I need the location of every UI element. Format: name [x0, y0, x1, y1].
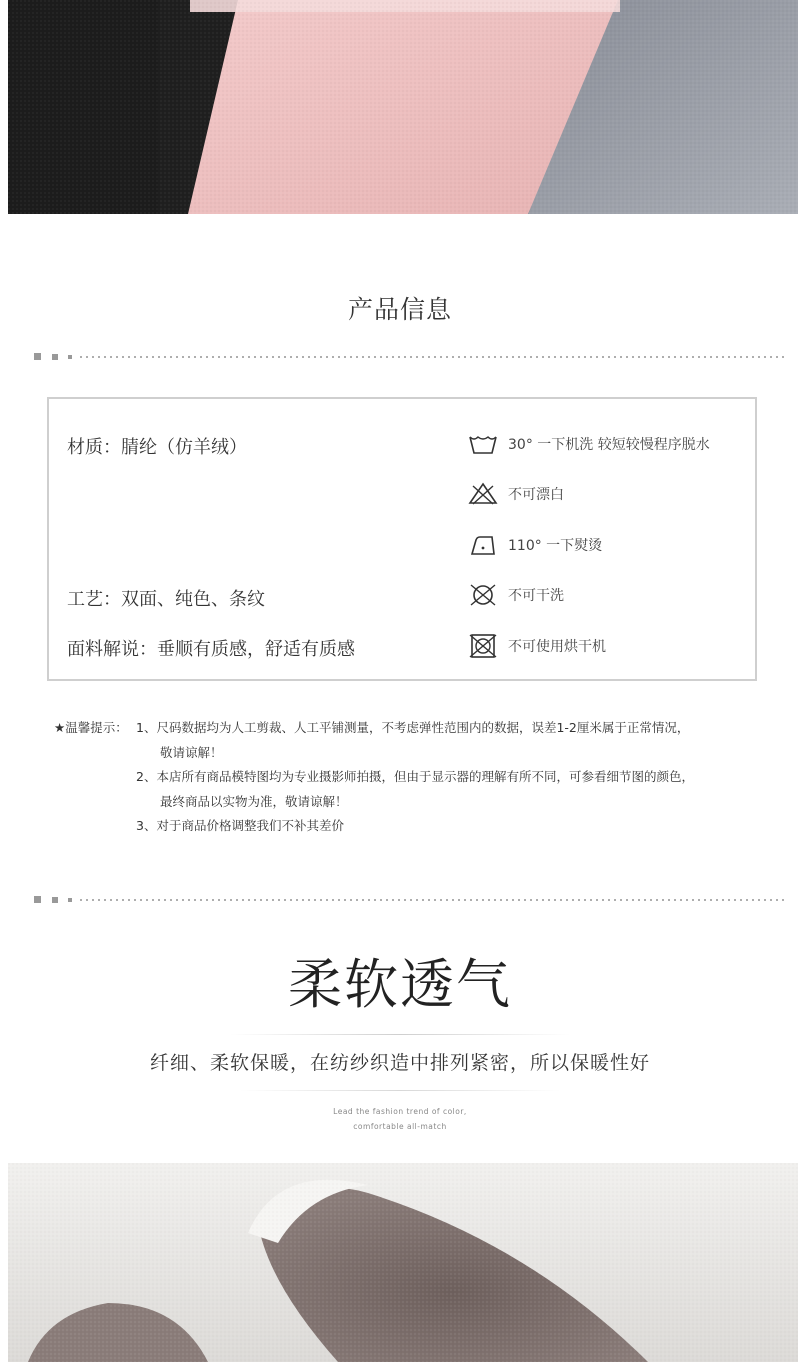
care-text-dry-clean: 不可干洗 — [508, 588, 564, 604]
note-1-line-1: 1、尺码数据均为人工剪裁、人工平铺测量，不考虑弹性范围内的数据，误差1-2厘米属于正常情况， — [136, 720, 690, 735]
english-slogan-line-1: Lead the fashion trend of color, — [333, 1107, 467, 1116]
soft-title: 柔软透气 — [288, 953, 512, 1016]
material-text: 材质：腈纶（仿羊绒） — [67, 437, 247, 458]
care-text-wash: 30° 一下机洗 较短较慢程序脱水 — [508, 437, 710, 453]
decor-line — [230, 1034, 570, 1035]
iron-icon — [468, 532, 498, 558]
care-row-dry-clean — [468, 582, 564, 608]
notes-prefix: ★温馨提示： — [54, 720, 128, 735]
wash-tub-icon — [468, 431, 498, 457]
note-2-line-1: 2、本店所有商品模特图均为专业摄影师拍摄，但由于显示器的理解有所不同，可参看细节图的颜色， — [136, 769, 694, 784]
care-row-bleach — [468, 481, 564, 507]
no-tumble-dry-icon — [468, 633, 498, 659]
dotted-divider — [34, 896, 784, 904]
dotted-divider — [34, 353, 784, 361]
english-slogan-line-2: comfortable all-match — [353, 1122, 447, 1131]
note-1-line-2: 敬请谅解！ — [160, 745, 223, 760]
care-row-wash — [468, 431, 710, 457]
note-2-line-2: 最终商品以实物为准，敬请谅解！ — [160, 794, 348, 809]
care-text-bleach: 不可漂白 — [508, 487, 564, 503]
fabric-desc-text: 面料解说：垂顺有质感，舒适有质感 — [67, 639, 355, 660]
bottom-fabric-photo — [8, 1163, 798, 1362]
decor-line — [240, 1090, 560, 1091]
craft-text: 工艺：双面、纯色、条纹 — [67, 589, 265, 610]
care-text-tumble: 不可使用烘干机 — [508, 639, 606, 655]
soft-description: 纤细、柔软保暖，在纺纱织造中排列紧密，所以保暖性好 — [149, 1052, 650, 1074]
care-row-iron — [468, 532, 602, 558]
no-dry-clean-icon — [468, 582, 498, 608]
care-row-tumble — [468, 633, 606, 659]
note-3: 3、对于商品价格调整我们不补其差价 — [136, 818, 344, 833]
section-title: 产品信息 — [347, 295, 452, 324]
care-text-iron: 110° 一下熨烫 — [508, 538, 603, 554]
no-bleach-icon — [468, 481, 498, 507]
top-fabric-photo — [8, 0, 798, 214]
